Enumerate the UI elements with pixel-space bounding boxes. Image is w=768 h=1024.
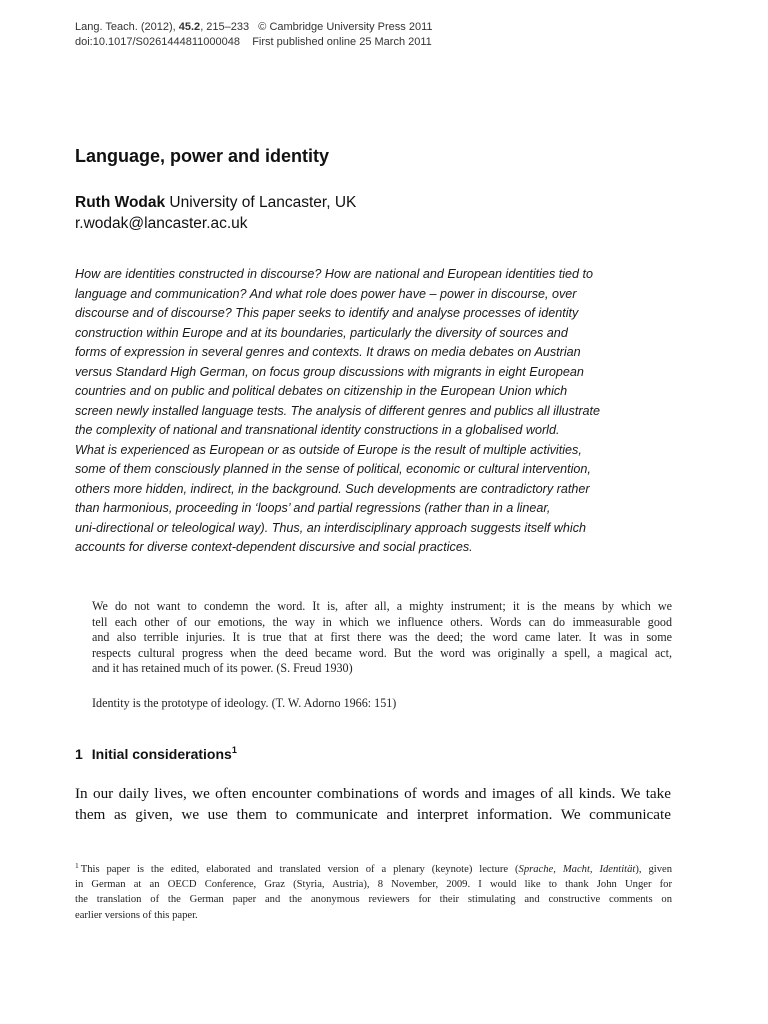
epigraph-line: respects cultural progress when the deed became word. But the word was originally a spell, a magical act, [92, 645, 672, 660]
body-line: them as given, we use them to communicate and interpret information. We communicate [75, 806, 671, 823]
section-heading [75, 745, 237, 762]
abstract-line: language and communication? And what role does power have – power in discourse, over [75, 286, 577, 301]
volume-number: 45.2 [178, 21, 201, 33]
author-name: Ruth Wodak [75, 194, 166, 211]
author-affiliation: University of Lancaster, UK [165, 194, 357, 211]
doi[interactable]: doi:10.1017/S0261444811000048 [75, 36, 240, 48]
abstract-line: What is experienced as European or as outside of Europe is the result of multiple activities, [75, 442, 582, 457]
epigraph-line: Identity is the prototype of ideology. (T. W. Adorno 1966: 151) [92, 696, 397, 710]
section-number: 1 [75, 746, 83, 762]
abstract-line: the complexity of national and transnational identity constructions in a globalised world. [75, 423, 560, 437]
author-email[interactable]: r.wodak@lancaster.ac.uk [75, 215, 248, 232]
publication-date: First published online 25 March 2011 [252, 36, 432, 48]
epigraph-line: and it has retained much of its power. (S. Freud 1930) [92, 661, 353, 676]
epigraph-line: We do not want to condemn the word. It is, after all, a mighty instrument; it is the means by which we [92, 599, 672, 613]
abstract-line: some of them consciously planned in the sense of political, economic or cultural intervention, [75, 462, 591, 476]
header-line-citation: Lang. Teach. (2012), 45.2, 215–233 © Cambridge University Press 2011 [75, 21, 433, 33]
abstract-line: countries and on public and political debates on citizenship in the European Union which [75, 384, 568, 398]
lecture-title: Sprache, Macht, Identität [518, 864, 636, 875]
footnote-line: in German at an OECD Conference, Graz (Styria, Austria), 8 November, 2009. I would like to thank John Unger for [75, 879, 672, 891]
epigraph-line: tell each other of our emotions, the way in which we influence others. Words can do immeasurable good [92, 614, 672, 629]
abstract-line: discourse and of discourse? This paper seeks to identify and analyse processes of identity [75, 306, 579, 320]
body-line: In our daily lives, we often encounter combinations of words and images of all kinds. We take [75, 785, 671, 802]
body-paragraph [75, 783, 671, 825]
footnote-marker: 1 [75, 861, 79, 870]
author-block [75, 192, 356, 234]
header-line-doi [75, 35, 433, 50]
abstract-line: accounts for diverse context-dependent discursive and social practices. [75, 540, 473, 554]
epigraph-freud [92, 599, 672, 677]
epigraph-adorno [92, 696, 672, 712]
abstract-line: How are identities constructed in discourse? How are national and European identities tied to [75, 267, 594, 281]
abstract-line: versus Standard High German, on focus group discussions with migrants in eight European [75, 364, 584, 379]
abstract-line: than harmonious, proceeding in ‘loops’ and partial regressions (rather than in a linear, [75, 501, 551, 515]
epigraph-line: and also terrible injuries. It is true that at first there was the deed; the word came later. It was in some [92, 630, 672, 645]
copyright: © Cambridge University Press 2011 [258, 21, 433, 33]
section-title: Initial considerations [91, 746, 232, 762]
abstract-line: screen newly installed language tests. The analysis of different genres and publics all illustrate [75, 403, 601, 418]
abstract-line: others more hidden, indirect, in the background. Such developments are contradictory rather [75, 481, 590, 496]
footnote-line: $^1$ This paper is the edited, elaborated and translated version of a plenary (keynote) lecture (Sprache, Macht, Identität), given [75, 861, 672, 875]
article-title: Language, power and identity [75, 146, 330, 166]
footnote-line: the translation of the German paper and the anonymous reviewers for their stimulating and constructive comments on [75, 894, 672, 906]
abstract [75, 265, 620, 558]
journal-header [75, 20, 433, 50]
author-line [75, 192, 356, 213]
abstract-line: forms of expression in several genres and contexts. It draws on media debates on Austrian [75, 345, 581, 359]
abstract-line: uni-directional or teleological way). Thus, an interdisciplinary approach suggests itself which [75, 520, 586, 535]
footnote [75, 858, 672, 923]
footnote-line: earlier versions of this paper. [75, 909, 198, 921]
abstract-line: construction within Europe and at its boundaries, particularly the diversity of sources and [75, 325, 568, 340]
footnote-reference[interactable]: 1 [231, 745, 237, 755]
